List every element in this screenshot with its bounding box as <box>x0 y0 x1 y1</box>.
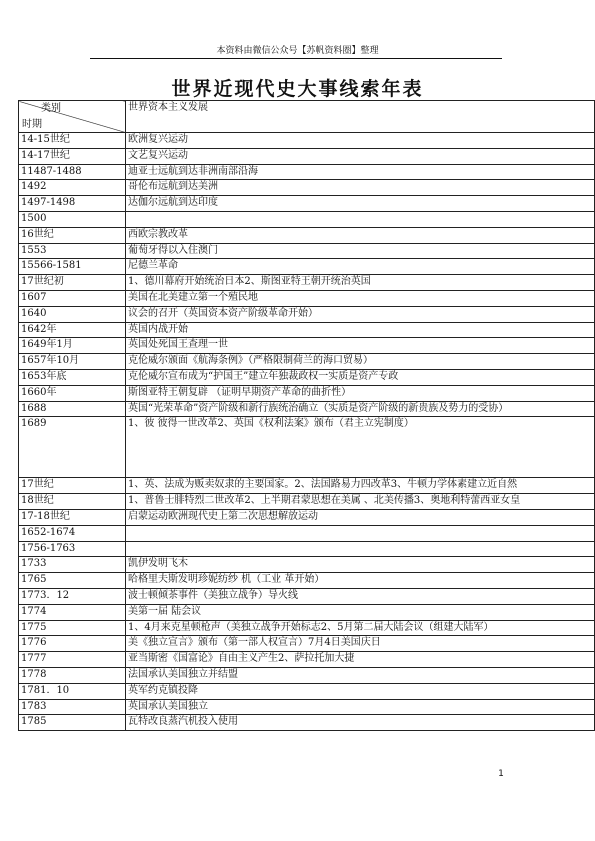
period-cell: 15566-1581 <box>19 259 126 275</box>
table-row <box>19 180 595 196</box>
table-row <box>19 133 595 149</box>
table-row <box>19 715 595 731</box>
table-row <box>19 494 595 510</box>
table-row <box>19 227 595 243</box>
period-cell: 1553 <box>19 243 126 259</box>
period-cell: 1640 <box>19 306 126 322</box>
period-cell: 14-17世纪 <box>19 148 126 164</box>
event-cell: 法国承认美国独立并结盟 <box>126 667 595 683</box>
table-row <box>19 509 595 525</box>
event-cell: 1、4月来克星顿枪声（美独立战争开始标志2、5月第二届大陆会议（组建大陆军） <box>126 620 595 636</box>
event-cell: 1、英、法成为贩卖奴隶的主要国家。2、法国路易力四改革3、牛顿力学体素建立近自然 <box>126 478 595 494</box>
table-row <box>19 259 595 275</box>
period-cell: 16世纪 <box>19 227 126 243</box>
event-cell: 波士顿倾茶事件（美独立战争）导火线 <box>126 588 595 604</box>
event-cell: 议会的召开（英国资本资产阶级革命开始） <box>126 306 595 322</box>
table-row <box>19 417 595 478</box>
period-cell: 18世纪 <box>19 494 126 510</box>
period-cell: 1688 <box>19 401 126 417</box>
table-row <box>19 588 595 604</box>
event-cell <box>126 211 595 227</box>
period-cell: 1689 <box>19 417 126 478</box>
event-cell: 达伽尔远航到达印度 <box>126 196 595 212</box>
table-row <box>19 557 595 573</box>
table-row <box>19 290 595 306</box>
event-cell: 欧洲复兴运动 <box>126 133 595 149</box>
table-row <box>19 275 595 291</box>
period-cell: 1642年 <box>19 322 126 338</box>
period-cell: 1783 <box>19 699 126 715</box>
page-title: 世界近现代史大事线索年表 <box>171 78 424 100</box>
period-cell: 1785 <box>19 715 126 731</box>
event-cell: 瓦特改良蒸汽机投入使用 <box>126 715 595 731</box>
event-cell: 西欧宗教改革 <box>126 227 595 243</box>
event-cell: 尼德兰革命 <box>126 259 595 275</box>
event-cell: 英国“光荣革命”资产阶级和新行族统治确立（实质是资产阶级的新贵族及势力的受协） <box>126 401 595 417</box>
event-cell: 克伦威尔颁面《航海条例》（严格限制荷兰的海口贸易） <box>126 354 595 370</box>
period-cell: 1492 <box>19 180 126 196</box>
table-row <box>19 385 595 401</box>
timeline-table <box>18 100 595 731</box>
period-cell: 1776 <box>19 636 126 652</box>
table-row <box>19 148 595 164</box>
period-cell: 1649年1月 <box>19 338 126 354</box>
page-number: 1 <box>498 769 504 779</box>
period-cell: 17世纪初 <box>19 275 126 291</box>
period-cell: 1774 <box>19 604 126 620</box>
event-cell: 文艺复兴运动 <box>126 148 595 164</box>
table-row <box>19 525 595 541</box>
event-cell: 英国承认美国独立 <box>126 699 595 715</box>
table-row <box>19 354 595 370</box>
table-row <box>19 620 595 636</box>
event-cell: 1、彼 彼得一世改革2、英国《权利法案》颁布（君主立宪制度） <box>126 417 595 478</box>
event-cell: 美国在北美建立第一个殖民地 <box>126 290 595 306</box>
period-cell: 1777 <box>19 652 126 668</box>
period-cell: 1607 <box>19 290 126 306</box>
event-cell: 启蒙运动欧洲现代史上第二次思想解放运动 <box>126 509 595 525</box>
period-cell: 1653年底 <box>19 369 126 385</box>
event-cell: 葡萄牙得以入住澳门 <box>126 243 595 259</box>
period-cell: 17世纪 <box>19 478 126 494</box>
table-row <box>19 573 595 589</box>
table-header-row <box>19 101 595 133</box>
table-row <box>19 196 595 212</box>
period-cell: 1497-1498 <box>19 196 126 212</box>
event-cell: 英国处死国王查理一世 <box>126 338 595 354</box>
period-cell: 1773．12 <box>19 588 126 604</box>
event-cell: 斯图亚特王朝复辟 （证明早期资产革命的曲折性） <box>126 385 595 401</box>
table-row <box>19 604 595 620</box>
event-cell: 哈格里夫斯发明珍妮纺纱 机（工业 革开始） <box>126 573 595 589</box>
table-row <box>19 541 595 557</box>
period-cell: 1660年 <box>19 385 126 401</box>
table-row <box>19 401 595 417</box>
period-cell: 17-18世纪 <box>19 509 126 525</box>
event-cell: 哥伦布远航到达美洲 <box>126 180 595 196</box>
table-row <box>19 667 595 683</box>
header-note: 本资料由微信公众号【苏帆资料圈】整理 <box>216 46 379 56</box>
column-header: 世界资本主义发展 <box>126 101 595 133</box>
table-row <box>19 243 595 259</box>
event-cell <box>126 525 595 541</box>
event-cell: 凯伊发明飞木 <box>126 557 595 573</box>
event-cell <box>126 541 595 557</box>
event-cell: 迪亚士远航到达非洲南部沿海 <box>126 164 595 180</box>
event-cell: 亚当斯密《国富论》自由主义产生2、萨拉托加大捷 <box>126 652 595 668</box>
table-row <box>19 652 595 668</box>
period-cell: 1778 <box>19 667 126 683</box>
corner-category-label: 类别 <box>41 103 61 114</box>
table-row <box>19 322 595 338</box>
table-row <box>19 369 595 385</box>
period-cell: 1781．10 <box>19 683 126 699</box>
table-row <box>19 636 595 652</box>
event-cell: 英国内战开始 <box>126 322 595 338</box>
table-row <box>19 683 595 699</box>
period-cell: 1756-1763 <box>19 541 126 557</box>
event-cell: 1、普鲁士腓特烈二世改革2、上半期君蒙思想在美属 、北美传播3、奥地利特蕾西亚女皇 <box>126 494 595 510</box>
table-row <box>19 478 595 494</box>
period-cell: 1765 <box>19 573 126 589</box>
table-row <box>19 306 595 322</box>
table-row <box>19 338 595 354</box>
event-cell: 1、德川幕府开始统治日本2、斯图亚特王朝开统治英国 <box>126 275 595 291</box>
event-cell: 美《独立宣言》颁布（第一部人权宣言）7月4日美国庆日 <box>126 636 595 652</box>
event-cell: 英军约克镇投降 <box>126 683 595 699</box>
period-cell: 14-15世纪 <box>19 133 126 149</box>
event-cell: 美第一届 陆会议 <box>126 604 595 620</box>
period-cell: 1652-1674 <box>19 525 126 541</box>
period-cell: 1657年10月 <box>19 354 126 370</box>
period-cell: 1500 <box>19 211 126 227</box>
table-row <box>19 211 595 227</box>
period-cell: 11487-1488 <box>19 164 126 180</box>
period-cell: 1775 <box>19 620 126 636</box>
table-row <box>19 699 595 715</box>
timeline-body <box>19 101 595 731</box>
header-rule <box>90 58 502 59</box>
event-cell: 克伦威尔宣布成为“护国王”建立年独裁政权一实质是资产专政 <box>126 369 595 385</box>
table-row <box>19 164 595 180</box>
header-corner-cell <box>19 101 126 133</box>
corner-period-label: 时期 <box>22 119 42 130</box>
period-cell: 1733 <box>19 557 126 573</box>
